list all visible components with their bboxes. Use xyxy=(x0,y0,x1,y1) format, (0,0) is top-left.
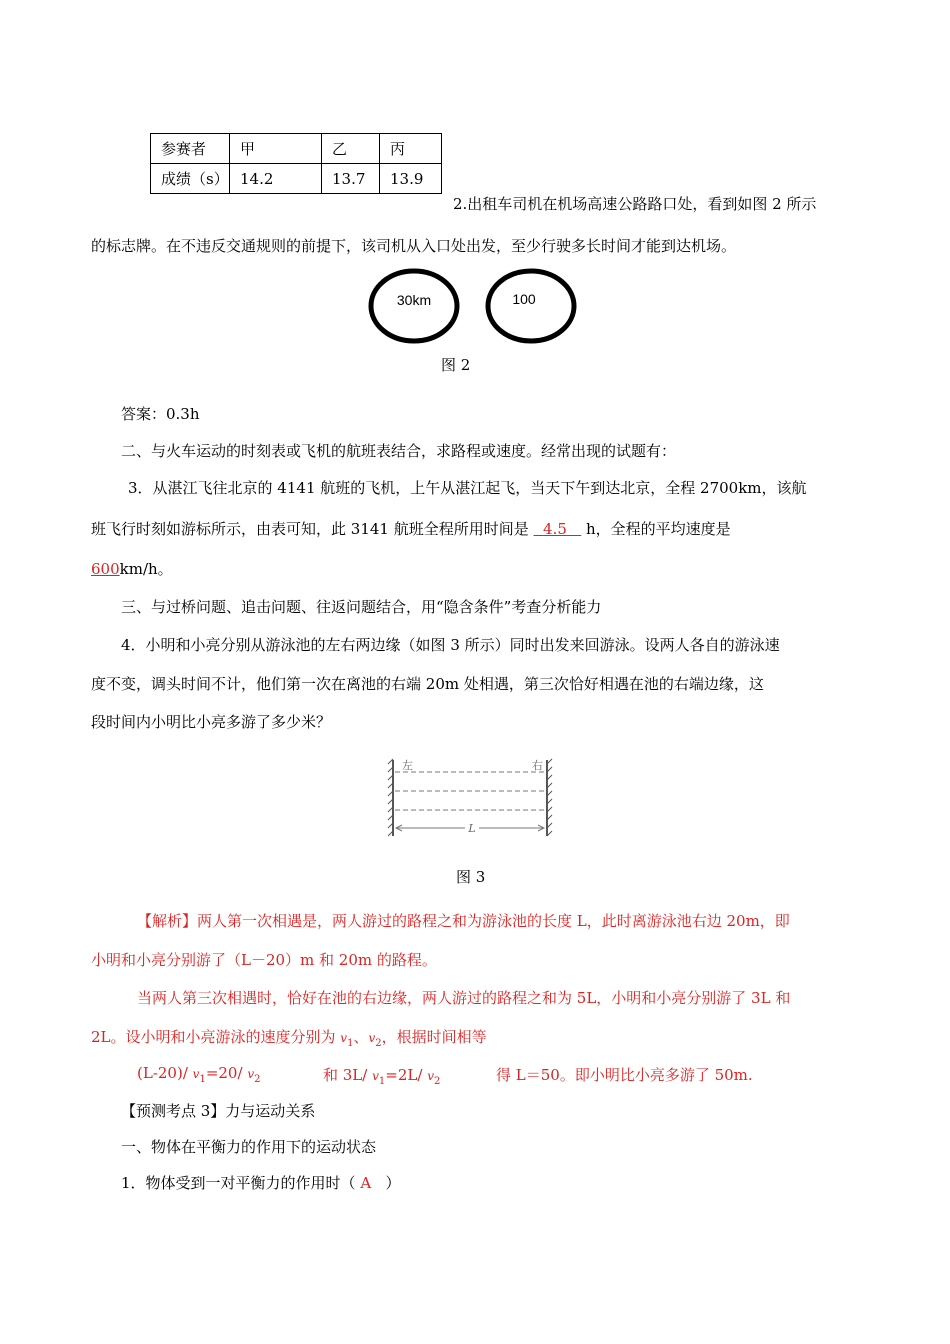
eq-text: =2L/ xyxy=(385,1066,423,1084)
q4-line2: 度不变，调头时间不计，他们第一次在离池的右端 20m 处相遇，第三次恰好相遇在池的右端边缘，这 xyxy=(91,675,764,693)
table-cell: 13.7 xyxy=(322,164,380,194)
analysis-result: 得 L＝50。即小明比小亮多游了 50m. xyxy=(496,1066,753,1084)
figure-2-caption: 图 2 xyxy=(441,356,471,374)
pool-right-label: 右 xyxy=(532,759,543,772)
table-cell: 乙 xyxy=(322,134,380,164)
table-cell: 丙 xyxy=(380,134,442,164)
separator: 、 xyxy=(353,1028,369,1046)
table-cell: 13.9 xyxy=(380,164,442,194)
analysis-line4 xyxy=(91,1026,487,1049)
q3-text: km/h。 xyxy=(119,560,173,578)
subscript: 2 xyxy=(433,1076,441,1087)
q1-line xyxy=(121,1172,401,1193)
q3-line3 xyxy=(91,558,173,579)
figure-3-caption: 图 3 xyxy=(456,868,486,886)
section-3-heading: 三、与过桥问题、追击问题、往返问题结合，用“隐含条件”考查分析能力 xyxy=(121,598,602,616)
analysis-text: ，根据时间相等 xyxy=(381,1028,487,1046)
q4-line1: 4．小明和小亮分别从游泳池的左右两边缘（如图 3 所示）同时出发来回游泳。设两人各自的游泳速 xyxy=(121,636,780,654)
answer-time-value: 4.5 xyxy=(543,520,567,538)
figure-3-pool xyxy=(380,754,560,844)
subscript: 1 xyxy=(378,1076,386,1087)
var-v: v xyxy=(372,1069,379,1083)
q1-text: ） xyxy=(385,1174,401,1192)
pool-left-label: 左 xyxy=(402,759,413,772)
answer-speed-value: 600 xyxy=(91,560,120,578)
var-v: v xyxy=(368,1031,376,1045)
subscript: 2 xyxy=(375,1038,382,1049)
q2-line1: 2.出租车司机在机场高速公路路口处，看到如图 2 所示 xyxy=(453,195,817,213)
q3-line1: 3．从湛江飞往北京的 4141 航班的飞机，上午从湛江起飞，当天下午到达北京，全程 2700km，该航 xyxy=(128,479,807,497)
eq-text: (L-20)/ xyxy=(137,1064,188,1082)
predict-heading: 【预测考点 3】力与运动关系 xyxy=(121,1102,316,1120)
eq-text: =20/ xyxy=(205,1064,243,1082)
var-v: v xyxy=(427,1069,434,1083)
equation-2 xyxy=(323,1064,440,1087)
equation-1 xyxy=(137,1064,260,1085)
table-cell: 甲 xyxy=(230,134,322,164)
q3-text: 班飞行时刻如游标所示，由表可知，此 3141 航班全程所用时间是 xyxy=(91,520,529,538)
q1-answer: A xyxy=(360,1174,372,1192)
figure-2-signs xyxy=(368,268,582,350)
section-2-heading: 二、与火车运动的时刻表或飞机的航班表结合，求路程或速度。经常出现的试题有： xyxy=(121,442,677,460)
score-table xyxy=(150,133,442,194)
var-v: v xyxy=(192,1067,200,1081)
answer-text: 答案：0.3h xyxy=(121,405,200,423)
var-v: v xyxy=(247,1067,255,1081)
subscript: 1 xyxy=(347,1038,354,1049)
q2-line2: 的标志牌。在不违反交通规则的前提下，该司机从入口处出发，至少行驶多长时间才能到达机场。 xyxy=(91,237,737,255)
pool-length-label: L xyxy=(468,822,476,835)
analysis-text: 2L。设小明和小亮游泳的速度分别为 xyxy=(91,1028,336,1046)
subscript: 1 xyxy=(199,1074,206,1085)
eq-text: 和 3L/ xyxy=(323,1066,368,1084)
speed-limit-text: 100 xyxy=(512,291,536,307)
table-row xyxy=(151,134,442,164)
answer-blank-time xyxy=(534,520,582,538)
table-cell: 参赛者 xyxy=(151,134,230,164)
table-cell: 成绩（s） xyxy=(151,164,230,194)
subscript: 2 xyxy=(254,1074,261,1085)
analysis-line3: 当两人第三次相遇时，恰好在池的右边缘，两人游过的路程之和为 5L，小明和小亮分别游了 3L 和 xyxy=(137,989,791,1007)
q3-line2 xyxy=(91,518,731,539)
q1-text: 1．物体受到一对平衡力的作用时（ xyxy=(121,1174,356,1192)
table-row xyxy=(151,164,442,194)
distance-sign-text: 30km xyxy=(396,292,432,308)
var-v: v xyxy=(340,1031,348,1045)
q4-line3: 段时间内小明比小亮多游了多少米？ xyxy=(91,713,332,731)
force-section-heading: 一、物体在平衡力的作用下的运动状态 xyxy=(121,1138,377,1156)
q3-text: h，全程的平均速度是 xyxy=(586,520,731,538)
table-cell: 14.2 xyxy=(230,164,322,194)
analysis-line2: 小明和小亮分别游了（L－20）m 和 20m 的路程。 xyxy=(91,951,437,969)
analysis-line1: 【解析】两人第一次相遇是，两人游过的路程之和为游泳池的长度 L，此时离游泳池右边 20m，即 xyxy=(137,912,790,930)
